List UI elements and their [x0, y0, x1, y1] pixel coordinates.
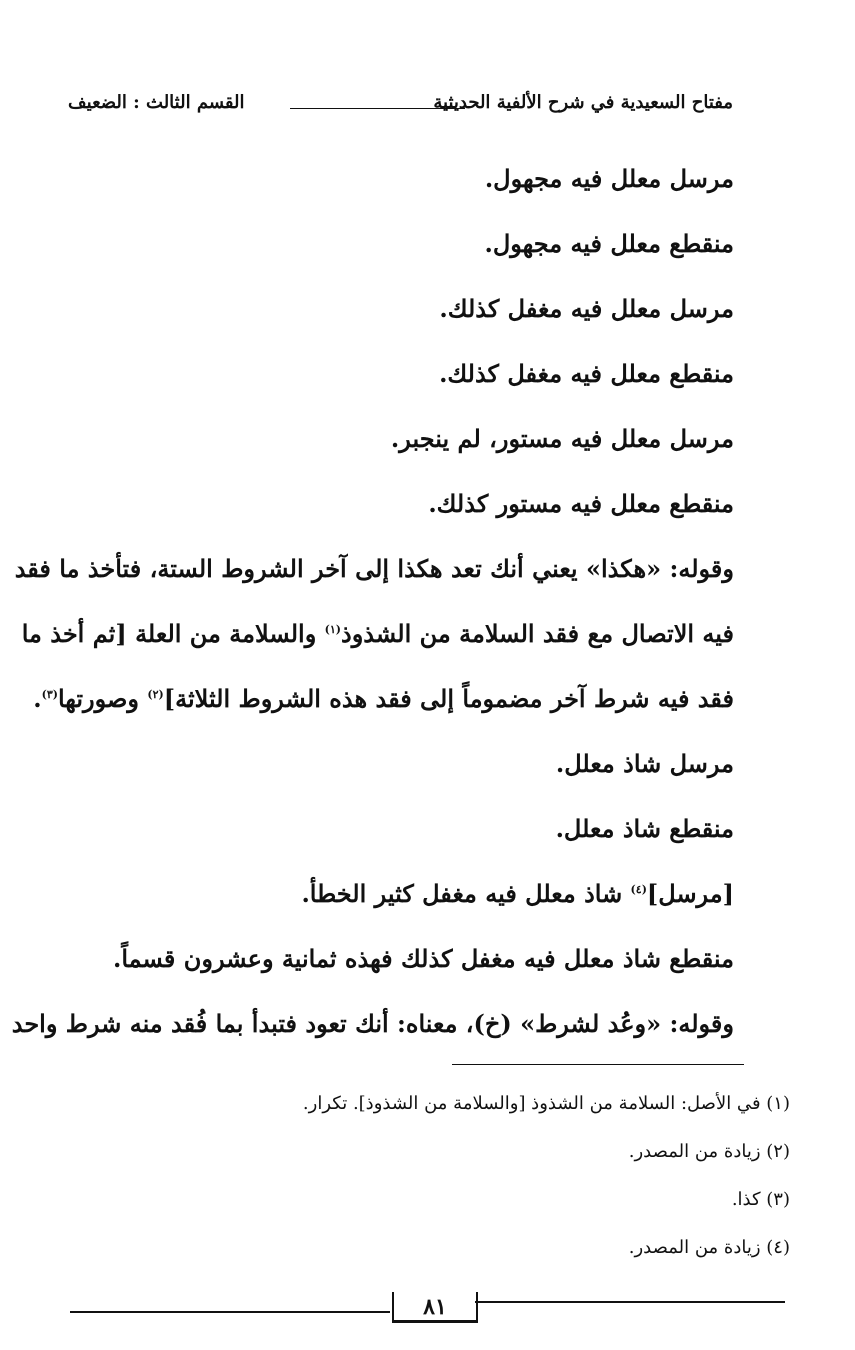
line-text: يعني أنك تعد هكذا إلى آخر الشروط الستة، فتأخذ ما فقد: [14, 554, 586, 583]
footer-rule-right: [475, 1301, 785, 1303]
footnote: (٢) زيادة من المصدر.: [628, 1141, 790, 1162]
line-text: .: [33, 684, 42, 713]
footnote-ref-4: (٤): [630, 883, 647, 896]
text-line: مرسل معلل فيه مغفل كذلك.: [439, 294, 734, 323]
line-text: والسلامة من العلة [ثم أخذ ما: [21, 619, 325, 648]
paragraph-line: [11, 991, 734, 1056]
line-text: فيه الاتصال مع فقد السلامة من الشذوذ: [341, 619, 734, 648]
text-line: [66, 861, 734, 926]
text-line: منقطع معلل فيه مستور كذلك.: [428, 489, 734, 518]
line-text: فقد فيه شرط آخر مضموماً إلى فقد هذه الشروط الثلاثة]: [163, 684, 734, 713]
footnote-ref-1: (١): [324, 623, 342, 636]
line-text: شاذ معلل فيه مغفل كثير الخطأ.: [301, 879, 631, 908]
footnote-separator: [452, 1064, 744, 1065]
page-footer: [70, 1290, 785, 1330]
quoted-term: «وعُد لشرط»: [520, 1009, 662, 1038]
text-line: مرسل معلل فيه مستور، لم ينجبر.: [390, 424, 734, 453]
text-line: مرسل شاذ معلل.: [555, 749, 734, 778]
line-text: وصورتها: [57, 684, 148, 713]
main-text: [11, 146, 734, 1056]
paragraph-line: [21, 601, 734, 666]
footer-rule-left: [70, 1311, 390, 1313]
footnotes: [100, 1080, 790, 1272]
book-title: مفتاح السعيدية في شرح الألفية الحديثية: [433, 92, 733, 113]
footnote: (٣) كذا.: [731, 1189, 790, 1210]
running-header: [68, 92, 733, 122]
quoted-term: «هكذا»: [585, 554, 662, 583]
text-line: منقطع شاذ معلل.: [555, 814, 734, 843]
section-title: القسم الثالث : الضعيف: [68, 92, 245, 113]
page-number: ٨١: [392, 1292, 478, 1323]
header-rule: [290, 108, 465, 109]
bracketed-term: [مرسل]: [646, 879, 734, 908]
footnote-ref-2: (٢): [147, 688, 164, 701]
text-line: منقطع معلل فيه مغفل كذلك.: [439, 359, 734, 388]
text-line: منقطع شاذ معلل فيه مغفل كذلك فهذه ثمانية وعشرون قسماً.: [112, 944, 734, 973]
text-line: منقطع معلل فيه مجهول.: [484, 229, 734, 258]
footnote-ref-3: (٣): [41, 688, 58, 701]
footnote: (١) في الأصل: السلامة من الشذوذ [والسلامة من الشذوذ]. تكرار.: [302, 1093, 790, 1114]
text-line: مرسل معلل فيه مجهول.: [484, 164, 734, 193]
lead-word: وقوله:: [661, 554, 734, 583]
lead-word: وقوله:: [661, 1009, 734, 1038]
paragraph-line: [33, 666, 734, 731]
paragraph-line: [14, 536, 734, 601]
footnote: (٤) زيادة من المصدر.: [628, 1237, 790, 1258]
line-text: (خ)، معناه: أنك تعود فتبدأ بما فُقد منه شرط واحد: [11, 1009, 521, 1038]
